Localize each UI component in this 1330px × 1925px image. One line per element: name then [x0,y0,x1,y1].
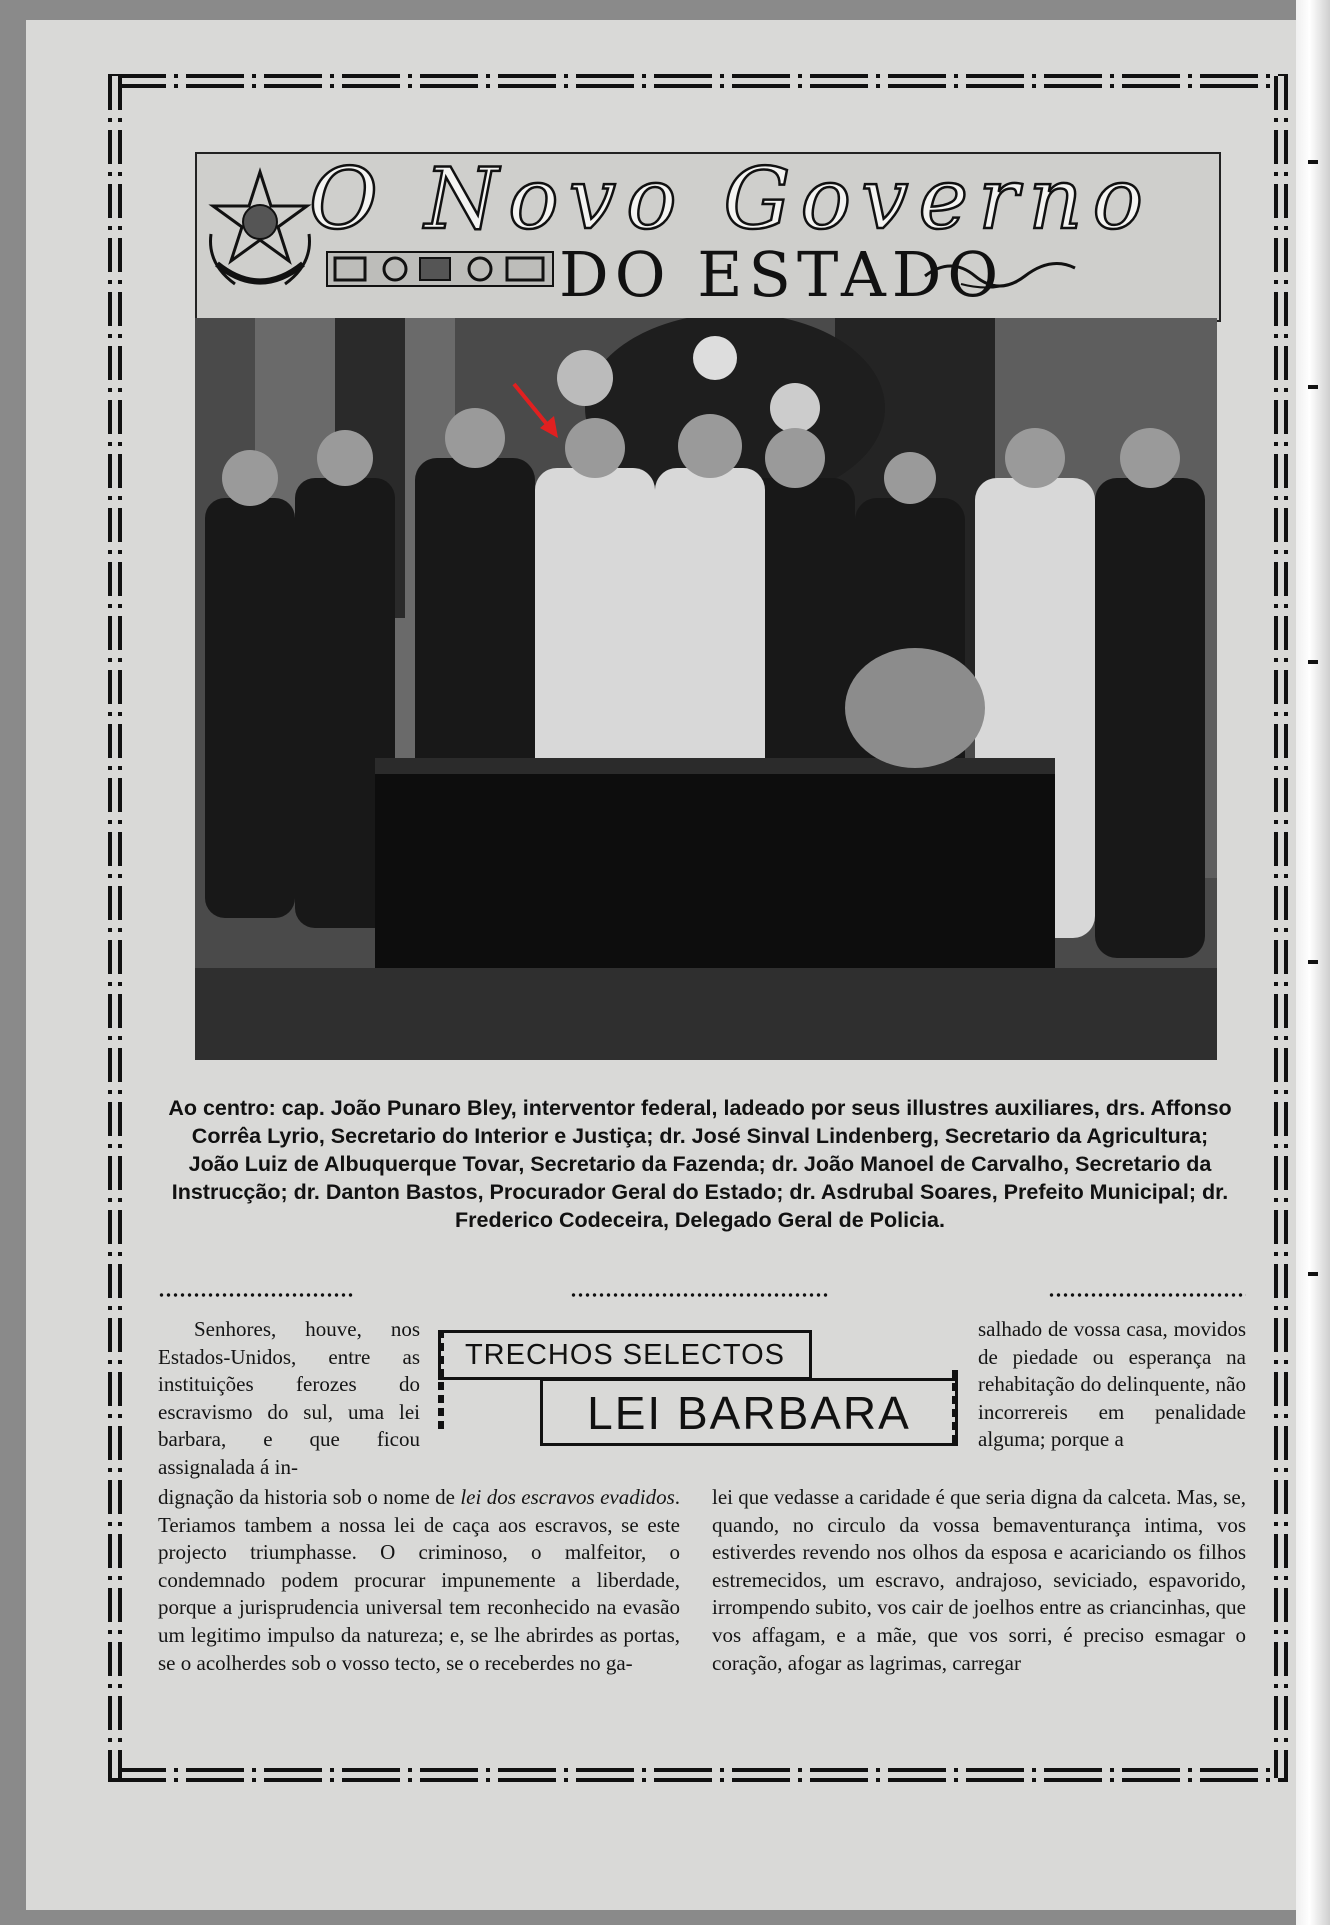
caption-highlighted-name: Affonso Corrêa Lyrio [191,1096,1232,1148]
headline-line-2: DO ESTADO [559,238,1005,311]
binding-mark [1308,160,1318,164]
caption-text-end: , Secretario do Interior e Justiça; dr. José Sinval Lindenberg, Secretario da Agricultura; João Luiz de Albuquerque Tovar, Secretario da Fazenda; dr. João Manoel de Carvalho, Secretario da Instrucção; dr. Danton Bastos, Procurador Geral do Estado; dr. Asdrubal Soares, Prefeito Municipal; dr. Frederico Codeceira, Delegado Geral de Policia. [171,1124,1229,1232]
article-paragraph: Senhores, houve, nos Estados-Unidos, entre as instituições ferozes do escravismo do sul, uma lei barbara, e que ficou assignalada á in- [158,1317,420,1479]
ornament-band-icon [325,246,555,292]
article-paragraph: lei que vedasse a caridade é que seria digna da calceta. Mas, se, quando, no circulo da vossa bemaventurança intima, vos estiverdes revendo nos olhos da esposa e acariciando os filhos estremecidos, um escravo, andrajoso, seviciado, espavorido, irrompendo subito, vos cair de joelhos entre as criancinhas, que vos affagam, e a mãe, que vos sorri, é preciso esmagar o coração, afogar as lagrimas, carregar [712,1485,1246,1675]
article-text: . Teriamos tambem a nossa lei de caça aos escravos, se este projecto triumphasse. O criminoso, o malfeitor, o condemnado podem procurar impunemente a liberdade, porque a jurisprudencia universal tem reconhecido na evasão um legitimo impulso da natureza; e, se lhe abrirdes as portas, se o acolherdes sob o vosso tecto, se o receberdes no ga- [158,1485,680,1675]
dotted-separator [158,1292,354,1298]
coat-of-arms-icon [205,164,315,304]
border-right [1274,76,1288,1778]
article-paragraph [158,1484,680,1677]
binding-mark [1308,1272,1318,1276]
dotted-separator [570,1292,830,1298]
binding-mark [1308,660,1318,664]
flourish-icon [921,254,1081,294]
section-title-box [540,1378,958,1446]
binding-mark [1308,960,1318,964]
article-paragraph: salhado de vossa casa, movidos de piedade ou esperança na rehabitação do delinquente, não incorrereis em penalidade alguma; porque a [978,1317,1246,1452]
box-ornament [438,1330,444,1430]
photo-caption [165,1094,1235,1234]
binding-mark [1308,385,1318,389]
article-italic-text: lei dos escravos evadidos [460,1485,675,1509]
dotted-separator [1048,1292,1246,1298]
article-column-left-top [158,1316,420,1482]
section-kicker-box [438,1330,812,1380]
border-top [108,74,1288,88]
caption-text-start: Ao centro: cap. João Punaro Bley, interventor federal, ladeado por seus illustres auxiliares, drs. [168,1096,1151,1120]
group-photograph [195,318,1217,1060]
red-arrow-icon [510,380,562,442]
article-column-left-bottom [158,1484,680,1677]
border-left [108,76,122,1778]
headline-line-1: O Novo Governo [309,150,1154,248]
article-column-right-top [978,1316,1246,1454]
border-bottom [108,1768,1288,1782]
section-title: LEI BARBARA [587,1387,911,1439]
section-kicker: TRECHOS SELECTOS [464,1339,786,1371]
box-ornament [952,1370,958,1446]
header-band [195,152,1221,322]
photo-illustration [195,318,1217,1060]
article-text: dignação da historia sob o nome de [158,1485,461,1509]
article-column-right-bottom [712,1484,1246,1677]
